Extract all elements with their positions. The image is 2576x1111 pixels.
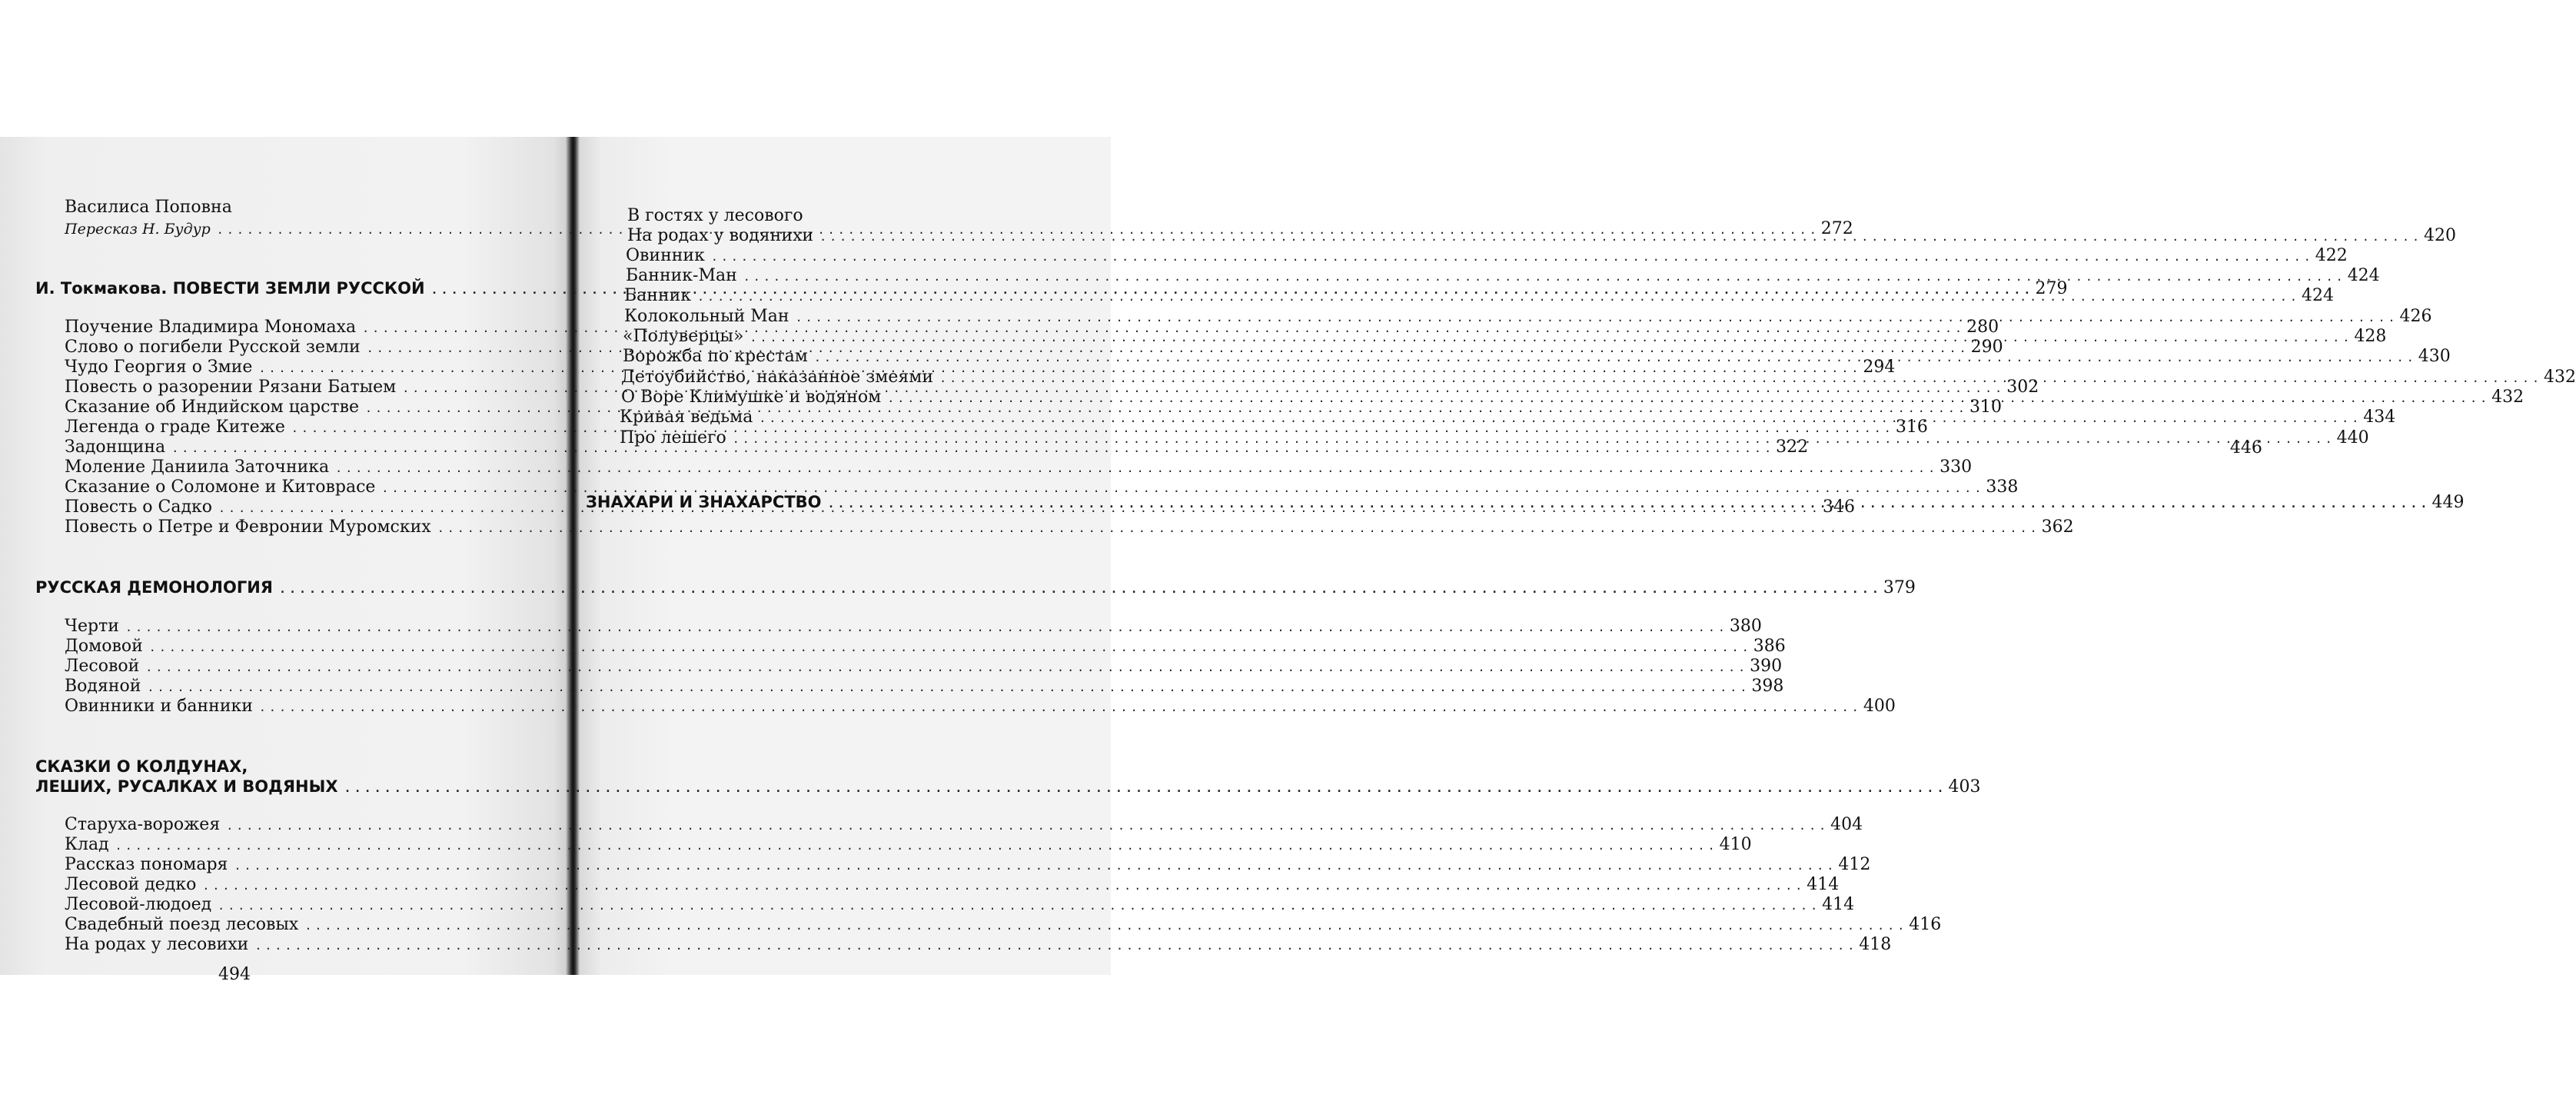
page-number: 272 [1820, 219, 1853, 238]
toc-entry-title: Кривая ведьма [620, 407, 753, 427]
toc-entry-title: На родах у лесовихи [65, 935, 249, 954]
toc-entry-title: Поучение Владимира Мономаха [65, 318, 357, 337]
dot-leader [218, 896, 1820, 916]
toc-entry-title: Пересказ Н. Будур [65, 221, 211, 238]
toc-entry-title: Рассказ пономаря [65, 855, 228, 874]
page-number: 294 [1863, 358, 1896, 377]
page-number: 380 [1729, 617, 1762, 636]
toc-entry-title: Старуха-ворожея [65, 815, 221, 834]
dot-leader [145, 657, 1748, 677]
toc-entry [626, 246, 2348, 267]
page-number: 432 [2491, 388, 2524, 407]
dot-leader [796, 308, 2398, 328]
section-title: РУССКАЯ ДЕМОНОЛОГИЯ [35, 578, 273, 597]
toc-entry [65, 815, 1863, 836]
toc-entry-title: Чудо Георгия о Змие [65, 358, 253, 377]
page-number: 290 [1970, 338, 2003, 357]
toc-entry-title: Овинники и банники [65, 697, 253, 716]
toc-entry [65, 915, 1942, 936]
toc-entry-title: Сказание о Соломоне и Китоврасе [65, 477, 376, 497]
page-number: 330 [1939, 457, 1973, 477]
toc-entry [65, 935, 1892, 956]
page-number: 403 [1948, 777, 1981, 797]
dot-leader [750, 328, 2352, 348]
toc-entry-title: Водяной [65, 677, 141, 696]
toc-entry-title: Банник-Ман [626, 266, 737, 285]
toc-entry-title: В гостях у лесового [627, 206, 803, 225]
page-number: 422 [2315, 246, 2348, 265]
toc-entry [65, 457, 1973, 478]
page-number: 362 [2041, 517, 2074, 537]
page-number: 379 [1883, 578, 1916, 597]
page-number: 426 [2399, 307, 2432, 326]
page-number: 346 [1822, 497, 1855, 517]
toc-entry-title: Колокольный Ман [624, 307, 789, 326]
page-number: 432 [2544, 368, 2576, 387]
page-number: 434 [2363, 407, 2396, 427]
dot-leader [254, 936, 1857, 956]
toc-entry [65, 617, 1762, 637]
toc-entry [65, 855, 1871, 876]
dot-leader [819, 227, 2422, 247]
page-number: 404 [1830, 815, 1863, 834]
toc-entry-title: Василиса Поповна [65, 198, 232, 217]
toc-entry-title: Лесовой-людоед [65, 895, 212, 914]
dot-leader [234, 856, 1836, 876]
page-number: 279 [2035, 279, 2068, 298]
page-number: 410 [1719, 835, 1752, 854]
page-number: 280 [1966, 318, 1999, 337]
dot-leader [149, 637, 1752, 657]
page-number: 440 [2336, 428, 2369, 447]
dot-leader [335, 458, 1938, 478]
page-number: 424 [2347, 266, 2380, 285]
toc-entry-title: Сказание об Индийском царстве [65, 397, 360, 417]
toc-entry [65, 875, 1840, 896]
dot-leader [437, 518, 2040, 538]
dot-leader [743, 267, 2346, 287]
dot-leader [711, 247, 2314, 267]
toc-entry-title: Овинник [626, 246, 705, 265]
toc-entry-title: Домовой [65, 637, 143, 656]
folio-number: 494 [218, 965, 251, 984]
page-number: 390 [1750, 657, 1783, 676]
page-number: 302 [2006, 378, 2039, 397]
toc-entry-title: На родах у водянихи [627, 226, 814, 245]
toc-entry-title: Повесть о разорении Рязани Батыем [65, 378, 397, 397]
page-number: 310 [1969, 397, 2002, 417]
page-number: 449 [2431, 493, 2465, 512]
page-number: 416 [1909, 915, 1942, 934]
page-folio [218, 965, 264, 984]
page-number: 398 [1751, 677, 1784, 696]
page-number: 414 [1807, 875, 1840, 894]
toc-section-tales [35, 777, 1981, 798]
dot-leader [279, 579, 1882, 599]
section-title-line: СКАЗКИ О КОЛДУНАХ, [35, 757, 248, 776]
dot-leader [259, 697, 1862, 717]
dot-leader [887, 388, 2490, 408]
dot-leader [939, 368, 2542, 388]
page-number: 428 [2354, 327, 2387, 346]
toc-entry-title: О Воре Климушке и водяном [621, 388, 882, 407]
page-number: 400 [1863, 697, 1896, 716]
toc-entry-title: «Полуверцы» [623, 327, 744, 346]
dot-leader [202, 876, 1805, 896]
toc-entry-title: Моление Даниила Заточника [65, 457, 330, 477]
toc-entry-title: Клад [65, 835, 109, 854]
toc-entry [65, 677, 1784, 697]
toc-entry [65, 637, 1786, 657]
toc-entry [65, 477, 2019, 498]
page-number: 316 [1895, 417, 1928, 437]
toc-entry-title: Детоубийство, наказанное змеями [621, 368, 934, 387]
dot-leader [828, 494, 2431, 514]
dot-leader [115, 836, 1718, 856]
toc-entry-title: Повесть о Садко [65, 497, 213, 517]
page-number: 418 [1859, 935, 1892, 954]
toc-entry [65, 657, 1783, 677]
dot-leader [304, 916, 1907, 936]
page-number: 412 [1838, 855, 1871, 874]
page-number: 424 [2301, 286, 2334, 305]
toc-entry-title: Про лешего [620, 428, 726, 447]
toc-entry [65, 697, 1896, 717]
page-number: 322 [1776, 437, 1809, 457]
section-title: ЛЕШИХ, РУСАЛКАХ И ВОДЯНЫХ [35, 777, 338, 796]
dot-leader [125, 617, 1728, 637]
page-number: 338 [1986, 477, 2019, 497]
toc-entry [65, 517, 2074, 538]
toc-entry-title: Банник [624, 286, 692, 305]
toc-entry [65, 895, 1855, 916]
toc-entry [65, 835, 1752, 856]
toc-entry [626, 266, 2380, 287]
toc-entry-title: Лесовой дедко [65, 875, 197, 894]
toc-entry-title: Задонщина [65, 437, 166, 457]
toc-entry-title: Повесть о Петре и Февронии Муромских [65, 517, 431, 537]
section-title: ЗНАХАРИ И ЗНАХАРСТВО [586, 493, 822, 511]
page-number: 414 [1822, 895, 1855, 914]
toc-section-demonology [35, 577, 1916, 599]
dot-leader [697, 287, 2300, 307]
page-number: 386 [1753, 637, 1786, 656]
toc-entry-title: Легенда о граде Китеже [65, 417, 285, 437]
page-number: 430 [2418, 347, 2451, 366]
dot-leader [759, 408, 2362, 428]
dot-leader [147, 677, 1750, 697]
dot-leader [814, 348, 2417, 368]
section-title: И. Токмакова. ПОВЕСТИ ЗЕМЛИ РУССКОЙ [35, 279, 425, 298]
toc-entry-title: Слово о погибели Русской земли [65, 338, 361, 357]
toc-entry-title: Черти [65, 617, 119, 636]
toc-entry-title: Свадебный поезд лесовых [65, 915, 299, 934]
toc-entry-title: Ворожба по крестам [623, 347, 808, 366]
dot-leader [344, 778, 1947, 798]
page-number: 420 [2424, 226, 2456, 245]
dot-leader [226, 816, 1829, 836]
toc-entry-title: Лесовой [65, 657, 140, 676]
page-number: 446 [2229, 438, 2262, 457]
